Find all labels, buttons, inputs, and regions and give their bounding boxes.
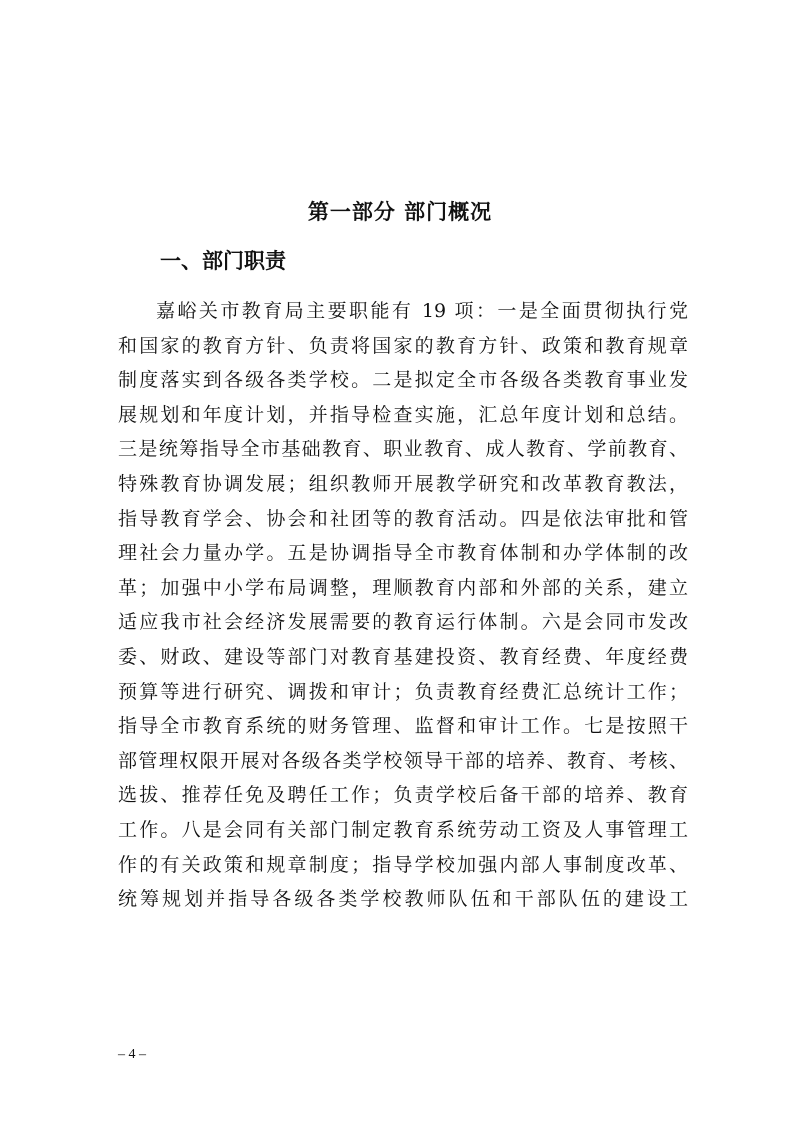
paragraph-line: 部管理权限开展对各级各类学校领导干部的培养、教育、考核、	[118, 749, 688, 772]
paragraph-line: 预算等进行研究、调拨和审计；负责教育经费汇总统计工作；	[118, 680, 688, 703]
paragraph-line: 作的有关政策和规章制度；指导学校加强内部人事制度改革、	[118, 853, 688, 876]
paragraph-line: 和国家的教育方针、负责将国家的教育方针、政策和教育规章	[118, 334, 688, 357]
paragraph-line: 革；加强中小学布局调整，理顺教育内部和外部的关系，建立	[118, 576, 688, 599]
paragraph-line: 适应我市社会经济发展需要的教育运行体制。六是会同市发改	[118, 611, 688, 634]
part-title: 第一部分 部门概况	[307, 200, 493, 224]
paragraph-line: 理社会力量办学。五是协调指导全市教育体制和办学体制的改	[118, 542, 688, 565]
page-number: – 4 –	[118, 1047, 146, 1062]
paragraph-line: 选拔、推荐任免及聘任工作；负责学校后备干部的培养、教育	[118, 784, 688, 807]
paragraph-line: 指导全市教育系统的财务管理、监督和审计工作。七是按照干	[118, 715, 688, 738]
paragraph-line: 特殊教育协调发展；组织教师开展教学研究和改革教育教法，	[118, 472, 688, 495]
section-heading: 一、部门职责	[160, 249, 286, 273]
paragraph-line: 工作。八是会同有关部门制定教育系统劳动工资及人事管理工	[118, 818, 688, 841]
paragraph-line: 展规划和年度计划，并指导检查实施，汇总年度计划和总结。	[118, 403, 688, 426]
body-paragraph	[118, 294, 688, 917]
paragraph-line: 委、财政、建设等部门对教育基建投资、教育经费、年度经费	[118, 645, 688, 668]
paragraph-line: 三是统筹指导全市基础教育、职业教育、成人教育、学前教育、	[118, 438, 688, 461]
paragraph-line: 嘉峪关市教育局主要职能有 19 项：一是全面贯彻执行党	[156, 300, 688, 322]
paragraph-line: 指导教育学会、协会和社团等的教育活动。四是依法审批和管	[118, 507, 688, 530]
paragraph-line: 制度落实到各级各类学校。二是拟定全市各级各类教育事业发	[118, 369, 688, 392]
paragraph-line: 统筹规划并指导各级各类学校教师队伍和干部队伍的建设工	[118, 888, 688, 911]
